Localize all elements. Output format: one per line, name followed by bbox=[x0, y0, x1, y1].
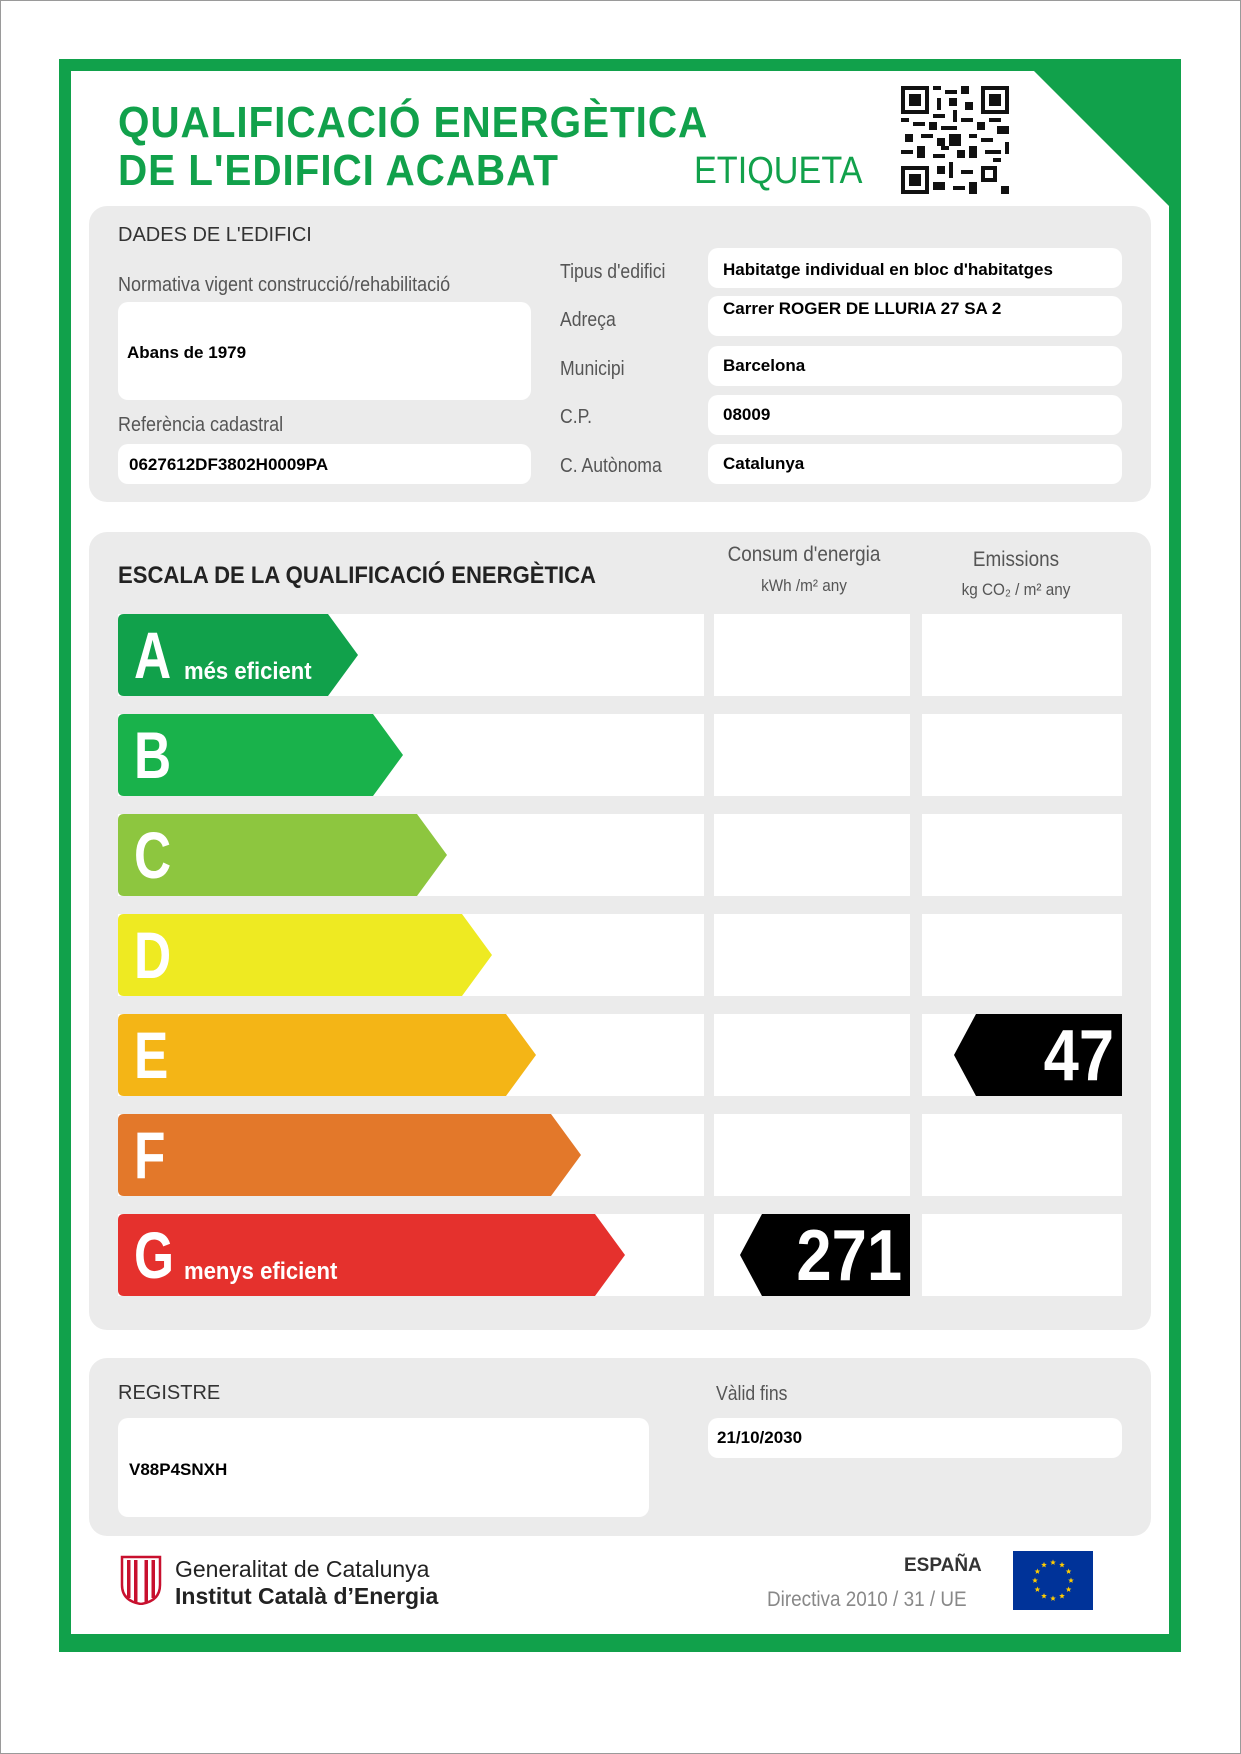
energy-class-letter: F bbox=[134, 1118, 166, 1192]
emissions-marker-value: 47 bbox=[1043, 1016, 1114, 1096]
emissions-cell bbox=[922, 1214, 1122, 1296]
emissions-cell bbox=[922, 814, 1122, 896]
region-value: Catalunya bbox=[723, 454, 805, 473]
address-label: Adreça bbox=[560, 309, 616, 331]
org-name-line-2: Institut Català d’Energia bbox=[175, 1583, 439, 1609]
qr-code-icon[interactable] bbox=[901, 86, 1009, 194]
energy-class-letter: A bbox=[134, 618, 172, 692]
energy-class-letter: E bbox=[134, 1018, 169, 1092]
corner-triangle bbox=[1034, 71, 1169, 206]
energy-class-bar-e bbox=[118, 1014, 538, 1096]
eu-flag-icon bbox=[1013, 1551, 1093, 1610]
directive-label: Directiva 2010 / 31 / UE bbox=[767, 1588, 967, 1611]
building-data-title: DADES DE L'EDIFICI bbox=[118, 224, 312, 246]
energy-class-bar-f bbox=[118, 1114, 583, 1196]
consumption-marker bbox=[740, 1214, 910, 1296]
consumption-cell bbox=[714, 714, 910, 796]
org-name-line-1: Generalitat de Catalunya bbox=[175, 1556, 430, 1582]
emissions-header: Emissions bbox=[972, 548, 1060, 571]
label-type: ETIQUETA bbox=[694, 150, 863, 192]
title-line-2: DE L'EDIFICI ACABAT bbox=[118, 146, 559, 195]
energy-class-note: menys eficient bbox=[184, 1258, 338, 1285]
municipality-label: Municipi bbox=[560, 358, 625, 380]
emissions-unit: kg CO₂ / m² any bbox=[961, 580, 1071, 599]
address-value: Carrer ROGER DE LLURIA 27 SA 2 bbox=[723, 299, 1002, 318]
emissions-cell bbox=[922, 1114, 1122, 1196]
consumption-cell bbox=[714, 614, 910, 696]
energy-class-letter: G bbox=[134, 1218, 175, 1292]
consumption-cell bbox=[714, 1114, 910, 1196]
consumption-cell bbox=[714, 914, 910, 996]
cadastral-value: 0627612DF3802H0009PA bbox=[129, 455, 329, 474]
postal-code-label: C.P. bbox=[560, 406, 592, 428]
energy-class-letter: C bbox=[134, 818, 172, 892]
energy-class-bar-a bbox=[118, 614, 360, 696]
postal-code-value: 08009 bbox=[723, 405, 771, 424]
emissions-cell bbox=[922, 714, 1122, 796]
energy-class-letter: D bbox=[134, 918, 172, 992]
emissions-cell bbox=[922, 914, 1122, 996]
consumption-unit: kWh /m² any bbox=[761, 576, 847, 595]
building-type-value: Habitatge individual en bloc d'habitatges bbox=[723, 260, 1053, 279]
energy-class-bar-d bbox=[118, 914, 494, 996]
title-line-1: QUALIFICACIÓ ENERGÈTICA bbox=[118, 98, 709, 147]
region-label: C. Autònoma bbox=[560, 455, 662, 477]
consumption-marker-value: 271 bbox=[796, 1216, 902, 1296]
energy-scale-title: ESCALA DE LA QUALIFICACIÓ ENERGÈTICA bbox=[118, 562, 596, 589]
regulation-label: Normativa vigent construcció/rehabilitació bbox=[118, 274, 451, 296]
municipality-value: Barcelona bbox=[723, 356, 806, 375]
energy-class-bar-c bbox=[118, 814, 449, 896]
energy-class-bar-b bbox=[118, 714, 405, 796]
cadastral-label: Referència cadastral bbox=[118, 414, 284, 436]
valid-until-label: Vàlid fins bbox=[716, 1383, 788, 1405]
energy-class-letter: B bbox=[134, 718, 172, 792]
country-label: ESPAÑA bbox=[904, 1555, 982, 1576]
energy-class-bar-g bbox=[118, 1214, 627, 1296]
registry-label: REGISTRE bbox=[118, 1382, 221, 1404]
energy-class-note: més eficient bbox=[184, 658, 312, 685]
emissions-cell bbox=[922, 614, 1122, 696]
consumption-cell bbox=[714, 814, 910, 896]
registry-value: V88P4SNXH bbox=[129, 1460, 228, 1479]
consumption-header: Consum d'energia bbox=[727, 543, 881, 566]
regulation-value: Abans de 1979 bbox=[127, 343, 247, 362]
building-type-label: Tipus d'edifici bbox=[560, 261, 666, 283]
consumption-cell bbox=[714, 1014, 910, 1096]
valid-until-value: 21/10/2030 bbox=[717, 1428, 803, 1447]
emissions-marker bbox=[954, 1014, 1122, 1096]
generalitat-logo-icon bbox=[120, 1555, 162, 1605]
